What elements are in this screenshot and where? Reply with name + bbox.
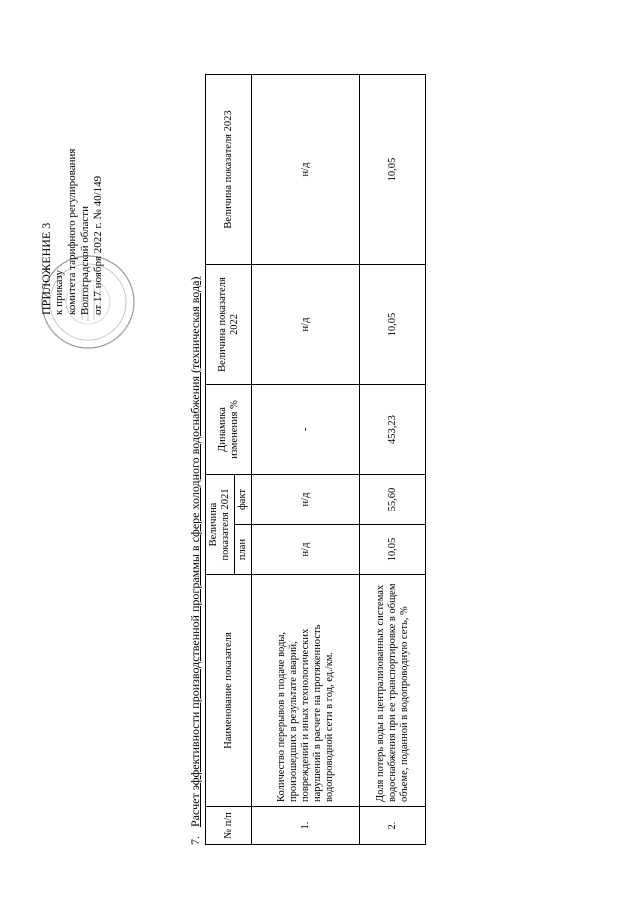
region-line: Волгоградской области — [79, 206, 91, 315]
header-num: № п/п — [206, 807, 252, 845]
fact-value: н/д — [252, 475, 360, 525]
section-title — [188, 277, 203, 845]
header-value-2023: Величина показателя 2023 — [206, 75, 252, 265]
header-name: Наименование показателя — [206, 575, 252, 807]
row-number: 2. — [360, 807, 426, 845]
fact-value: 55,60 — [360, 475, 426, 525]
indicator-name: Доля потерь воды в централизованных системах водоснабжения при ее транспортировке в общем объеме, поданной в водопроводную сеть, % — [360, 575, 426, 807]
header-value-2021: Величина показателя 2021 — [206, 475, 235, 575]
order-date-line: от 17 ноября 2022 г. № 40/149 — [92, 175, 104, 315]
order-ref-line: к приказу — [53, 269, 65, 315]
table-row — [360, 75, 426, 845]
value-2022: н/д — [252, 265, 360, 385]
value-2023: н/д — [252, 75, 360, 265]
header-plan: план — [235, 525, 252, 575]
dynamics-value: 453,23 — [360, 385, 426, 475]
header-fact: факт — [235, 475, 252, 525]
header-value-2022: Величина показателя 2022 — [206, 265, 252, 385]
row-number: 1. — [252, 807, 360, 845]
document-header — [40, 15, 105, 315]
table-header-row — [206, 75, 235, 845]
appendix-label: ПРИЛОЖЕНИЕ 3 — [39, 222, 53, 315]
value-2022: 10,05 — [360, 265, 426, 385]
efficiency-table — [205, 74, 426, 845]
value-2023: 10,05 — [360, 75, 426, 265]
plan-value: 10,05 — [360, 525, 426, 575]
committee-line: комитета тарифного регулирования — [66, 148, 78, 315]
section-title-text: Расчет эффективности производственной программы в сфере холодного водоснабжения (техническая вода) — [188, 276, 202, 827]
plan-value: н/д — [252, 525, 360, 575]
dynamics-value: - — [252, 385, 360, 475]
table-row — [252, 75, 360, 845]
header-dynamics: Динамика изменения % — [206, 385, 252, 475]
section-number: 7. — [188, 836, 202, 845]
indicator-name: Количество перерывов в подаче воды, произошедших в результате аварий, повреждений и иных технологических нарушений в расчете на протяженность водопроводной сети в год, ед./км. — [252, 575, 360, 807]
